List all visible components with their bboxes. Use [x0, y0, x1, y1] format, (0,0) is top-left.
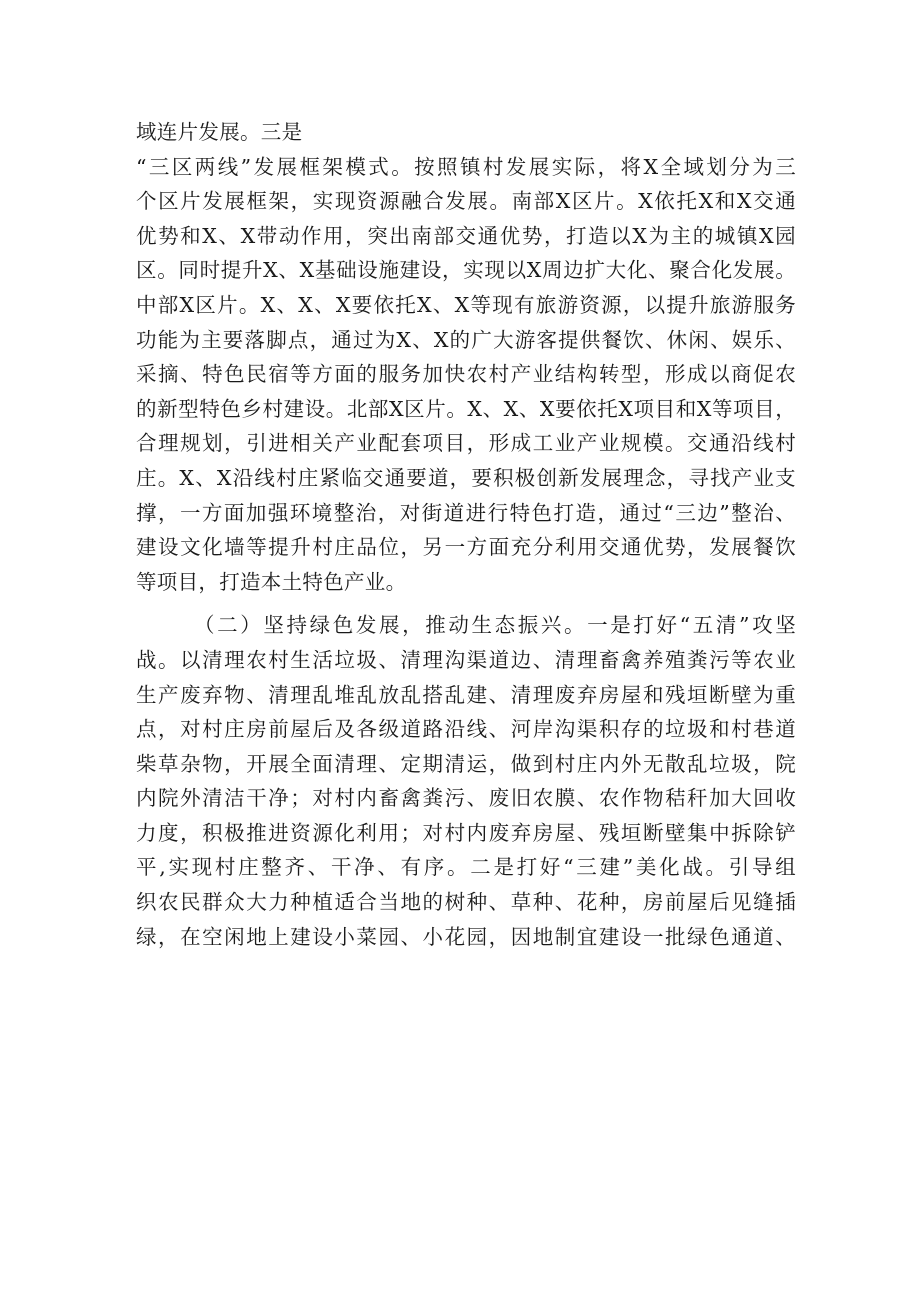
text-line: 生产废弃物、清理乱堆乱放乱搭乱建、清理废弃房屋和残垣断壁为重	[136, 682, 796, 707]
document-body	[136, 115, 796, 954]
text-line: “三区两线”发展框架模式。按照镇村发展实际，将X全域划分为三	[136, 154, 796, 179]
text-line: 绿，在空闲地上建设小菜园、小花园，因地制宜建设一批绿色通道、	[136, 924, 796, 949]
text-line: 织农民群众大力种植适合当地的树种、草种、花种，房前屋后见缝插	[136, 890, 796, 915]
text-line: 功能为主要落脚点，通过为X、X的广大游客提供餐饮、休闲、娱乐、	[136, 327, 796, 352]
paragraph-2	[136, 608, 796, 954]
text-line: 个区片发展框架，实现资源融合发展。南部X区片。X依托X和X交通	[136, 189, 796, 214]
text-line: 区。同时提升X、X基础设施建设，实现以X周边扩大化、聚合化发展。	[136, 258, 796, 283]
text-line: 建设文化墙等提升村庄品位，另一方面充分利用交通优势，发展餐饮	[136, 535, 796, 560]
text-line: 的新型特色乡村建设。北部X区片。X、X、X要依托X项目和X等项目，	[136, 396, 796, 421]
text-line: 等项目，打造本土特色产业。	[136, 569, 407, 594]
text-line: 战。以清理农村生活垃圾、清理沟渠道边、清理畜禽养殖粪污等农业	[136, 647, 796, 672]
text-line: 内院外清洁干净；对村内畜禽粪污、废旧农膜、农作物秸秆加大回收	[136, 786, 796, 811]
paragraph-1	[136, 115, 796, 599]
text-line: 平,实现村庄整齐、干净、有序。二是打好“三建”美化战。引导组	[136, 855, 796, 880]
paragraph-gap	[136, 599, 796, 608]
text-line: 庄。X、X沿线村庄紧临交通要道，要积极创新发展理念，寻找产业支	[136, 465, 796, 490]
text-line: （二）坚持绿色发展，推动生态振兴。一是打好“五清”攻坚	[194, 613, 796, 638]
text-line: 中部X区片。X、X、X要依托X、X等现有旅游资源，以提升旅游服务	[136, 292, 796, 317]
text-line: 撑，一方面加强环境整治，对街道进行特色打造，通过“三边”整治、	[136, 500, 796, 525]
text-line: 域连片发展。三是	[136, 120, 303, 144]
text-line: 点，对村庄房前屋后及各级道路沿线、河岸沟渠积存的垃圾和村巷道	[136, 717, 796, 742]
text-line: 柴草杂物，开展全面清理、定期清运，做到村庄内外无散乱垃圾，院	[136, 751, 796, 776]
text-line: 采摘、特色民宿等方面的服务加快农村产业结构转型，形成以商促农	[136, 362, 796, 387]
text-line: 合理规划，引进相关产业配套项目，形成工业产业规模。交通沿线村	[136, 431, 796, 456]
text-line: 优势和X、X带动作用，突出南部交通优势，打造以X为主的城镇X园	[136, 223, 796, 248]
text-line: 力度，积极推进资源化利用；对村内废弃房屋、残垣断壁集中拆除铲	[136, 820, 796, 845]
